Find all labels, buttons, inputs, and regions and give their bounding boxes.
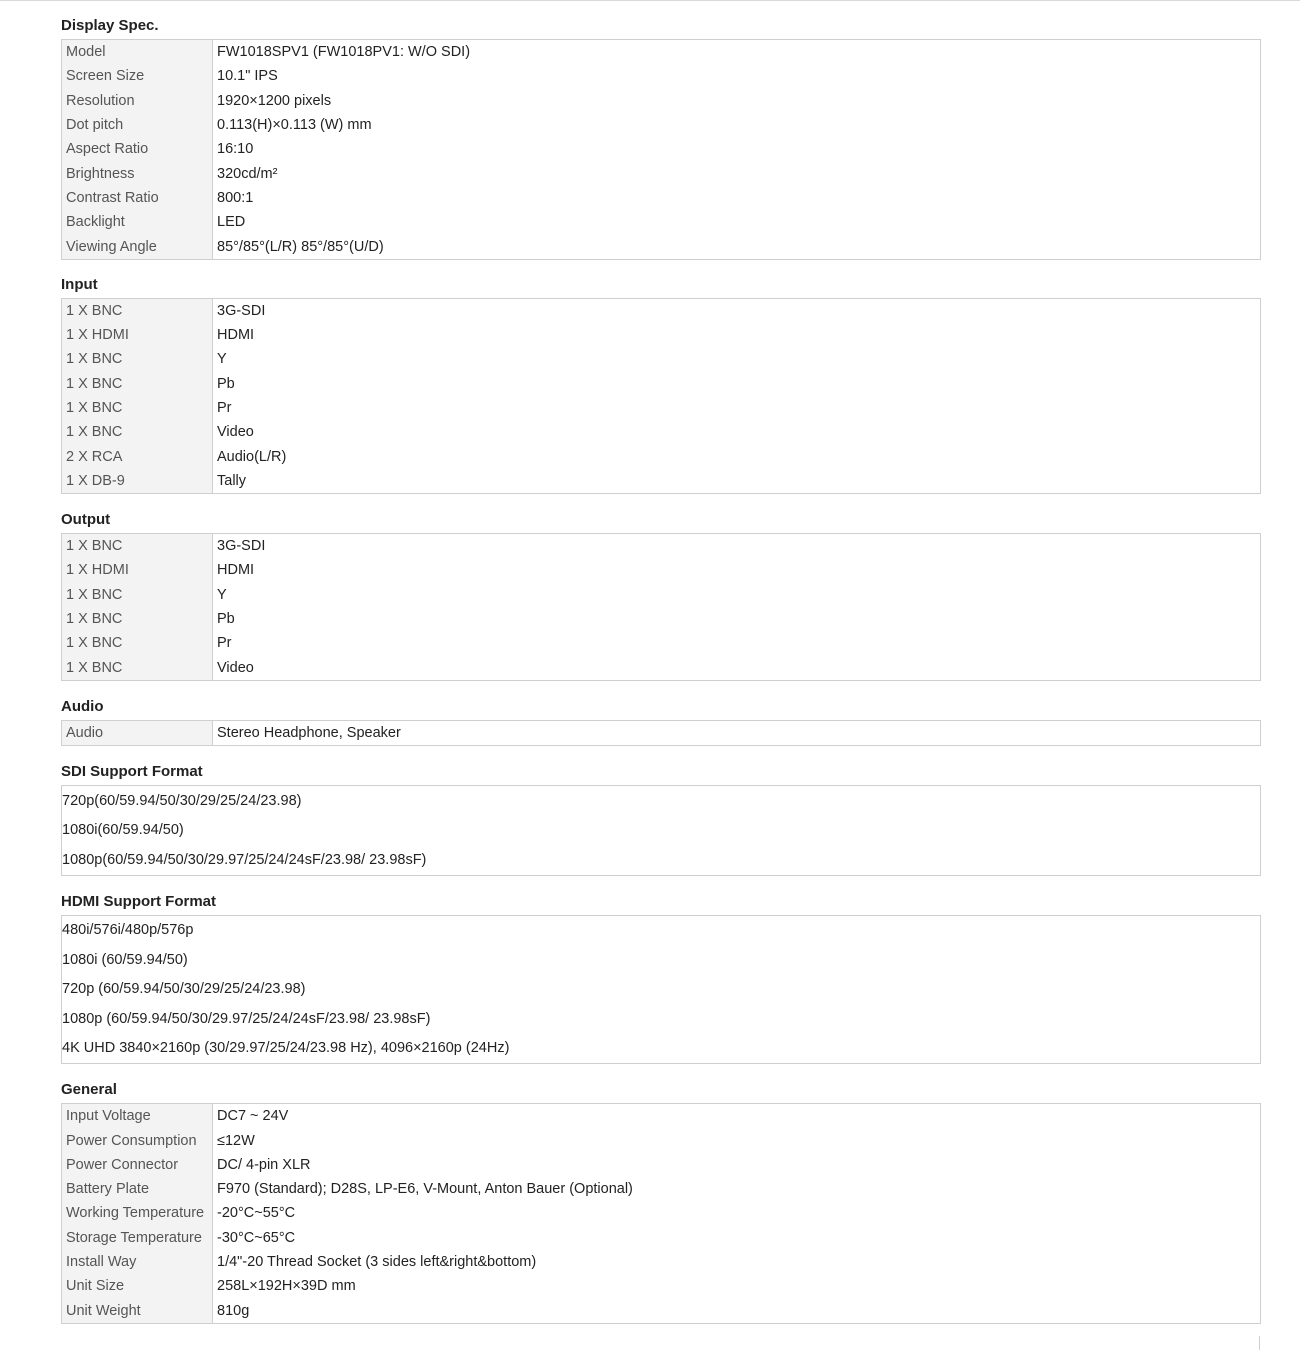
section-title: Audio [61, 697, 104, 715]
row-label: Viewing Angle [62, 234, 213, 259]
row-label: Screen Size [62, 64, 213, 88]
row-label: Power Connector [62, 1153, 213, 1177]
row-value: Video [217, 424, 254, 441]
format-item: 1080p (60/59.94/50/30/29.97/25/24/24sF/23.98/ 23.98sF) [62, 1010, 431, 1027]
spec-sheet [61, 14, 1261, 1324]
display-spec-table [61, 39, 1261, 260]
format-item: 1080i (60/59.94/50) [62, 951, 188, 968]
table-row [62, 113, 1261, 137]
row-label: 1 X BNC [62, 607, 213, 631]
row-label: Install Way [62, 1250, 213, 1274]
general-table [61, 1103, 1261, 1324]
table-row [62, 64, 1261, 88]
table-row [62, 161, 1261, 185]
row-label: 1 X BNC [62, 420, 213, 444]
row-value: 16:10 [217, 141, 254, 158]
table-row [62, 137, 1261, 161]
table-row [62, 534, 1261, 559]
row-label: 1 X HDMI [62, 558, 213, 582]
table-row [62, 420, 1261, 444]
bottom-divider-tick [1259, 1336, 1260, 1350]
table-row [62, 583, 1261, 607]
row-label: 1 X BNC [62, 656, 213, 681]
table-row [62, 1274, 1261, 1298]
table-row [62, 186, 1261, 210]
table-row [62, 1201, 1261, 1225]
row-label: 1 X BNC [62, 396, 213, 420]
row-label: 1 X BNC [62, 347, 213, 371]
section-title: SDI Support Format [61, 763, 203, 781]
row-value: LED [217, 214, 246, 231]
table-row [62, 1153, 1261, 1177]
row-label: Aspect Ratio [62, 137, 213, 161]
table-row [62, 1250, 1261, 1274]
row-value: 10.1" IPS [217, 68, 278, 85]
table-row [62, 1128, 1261, 1152]
row-value: -30°C~65°C [217, 1229, 296, 1246]
format-item: 720p (60/59.94/50/30/29/25/24/23.98) [62, 981, 306, 998]
section-output [61, 508, 1261, 681]
section-title: Output [61, 511, 111, 529]
row-value: ≤12W [217, 1132, 255, 1149]
row-label: Storage Temperature [62, 1226, 213, 1250]
format-item: 720p(60/59.94/50/30/29/25/24/23.98) [62, 792, 302, 809]
table-row [62, 1004, 1261, 1034]
section-display-spec [61, 14, 1261, 260]
section-sdi-support-format [61, 760, 1261, 876]
table-row [62, 40, 1261, 65]
audio-table [61, 720, 1261, 746]
table-row [62, 915, 1261, 945]
row-value: Stereo Headphone, Speaker [217, 724, 401, 741]
row-value: HDMI [217, 562, 255, 579]
table-row [62, 720, 1261, 745]
row-value: FW1018SPV1 (FW1018PV1: W/O SDI) [217, 44, 471, 61]
table-row [62, 210, 1261, 234]
table-row [62, 631, 1261, 655]
row-value: 0.113(H)×0.113 (W) mm [217, 117, 372, 134]
row-value: 3G-SDI [217, 538, 266, 555]
row-value: Pr [217, 635, 232, 652]
table-row [62, 607, 1261, 631]
row-label: 1 X BNC [62, 298, 213, 323]
row-value: Tally [217, 472, 247, 489]
format-item: 4K UHD 3840×2160p (30/29.97/25/24/23.98 Hz), 4096×2160p (24Hz) [62, 1040, 510, 1057]
row-label: Dot pitch [62, 113, 213, 137]
table-row [62, 444, 1261, 468]
row-label: Input Voltage [62, 1104, 213, 1129]
row-value: 258L×192H×39D mm [217, 1278, 356, 1295]
table-row [62, 975, 1261, 1005]
hdmi-format-table [61, 915, 1261, 1065]
row-label: Battery Plate [62, 1177, 213, 1201]
row-value: 320cd/m² [217, 165, 278, 182]
row-label: Unit Size [62, 1274, 213, 1298]
table-row [62, 816, 1261, 846]
row-label: 1 X BNC [62, 583, 213, 607]
table-row [62, 786, 1261, 816]
sdi-format-table [61, 785, 1261, 876]
format-item: 1080i(60/59.94/50) [62, 822, 184, 839]
row-label: 2 X RCA [62, 444, 213, 468]
table-row [62, 1226, 1261, 1250]
table-row [62, 89, 1261, 113]
section-input [61, 273, 1261, 494]
table-row [62, 396, 1261, 420]
row-value: HDMI [217, 327, 255, 344]
table-row [62, 469, 1261, 494]
format-item: 480i/576i/480p/576p [62, 922, 194, 939]
table-row [62, 372, 1261, 396]
section-title: Input [61, 275, 98, 293]
row-label: Model [62, 40, 213, 65]
row-value: 1920×1200 pixels [217, 92, 332, 109]
row-value: Pr [217, 400, 232, 416]
input-table [61, 298, 1261, 494]
row-label: 1 X BNC [62, 631, 213, 655]
row-label: Working Temperature [62, 1201, 213, 1225]
table-row [62, 1299, 1261, 1324]
table-row [62, 656, 1261, 681]
row-value: Audio(L/R) [217, 448, 287, 465]
row-label: 1 X BNC [62, 534, 213, 559]
row-value: 800:1 [217, 189, 254, 206]
section-general [61, 1078, 1261, 1324]
row-value: DC7 ~ 24V [217, 1108, 289, 1125]
row-label: 1 X HDMI [62, 323, 213, 347]
section-hdmi-support-format [61, 890, 1261, 1065]
row-value: 85°/85°(L/R) 85°/85°(U/D) [217, 238, 384, 255]
section-title: Display Spec. [61, 17, 159, 34]
row-value: 3G-SDI [217, 302, 266, 319]
row-value: DC/ 4-pin XLR [217, 1156, 311, 1173]
section-title: HDMI Support Format [61, 892, 216, 910]
row-value: -20°C~55°C [217, 1205, 296, 1222]
table-row [62, 234, 1261, 259]
table-row [62, 347, 1261, 371]
table-row [62, 945, 1261, 975]
row-value: Y [217, 586, 227, 603]
row-value: Y [217, 351, 227, 368]
row-label: Audio [62, 720, 213, 745]
table-row [62, 298, 1261, 323]
row-label: 1 X BNC [62, 372, 213, 396]
row-value: 1/4"-20 Thread Socket (3 sides left&right&bottom) [217, 1254, 537, 1271]
top-divider [0, 0, 1300, 1]
section-title: General [61, 1081, 117, 1099]
row-label: Unit Weight [62, 1299, 213, 1324]
table-row [62, 558, 1261, 582]
table-row [62, 1177, 1261, 1201]
row-label: 1 X DB-9 [62, 469, 213, 494]
row-label: Power Consumption [62, 1128, 213, 1152]
row-value: Video [217, 659, 254, 676]
row-label: Brightness [62, 161, 213, 185]
row-value: F970 (Standard); D28S, LP-E6, V-Mount, Anton Bauer (Optional) [217, 1181, 633, 1198]
row-value: Pb [217, 375, 235, 392]
row-value: 810g [217, 1302, 250, 1319]
table-row [62, 1034, 1261, 1064]
row-value: Pb [217, 611, 235, 628]
output-table [61, 533, 1261, 681]
table-row [62, 1104, 1261, 1129]
row-label: Resolution [62, 89, 213, 113]
row-label: Backlight [62, 210, 213, 234]
row-label: Contrast Ratio [62, 186, 213, 210]
section-audio [61, 695, 1261, 746]
table-row [62, 323, 1261, 347]
table-row [62, 845, 1261, 875]
format-item: 1080p(60/59.94/50/30/29.97/25/24/24sF/23.98/ 23.98sF) [62, 851, 427, 868]
